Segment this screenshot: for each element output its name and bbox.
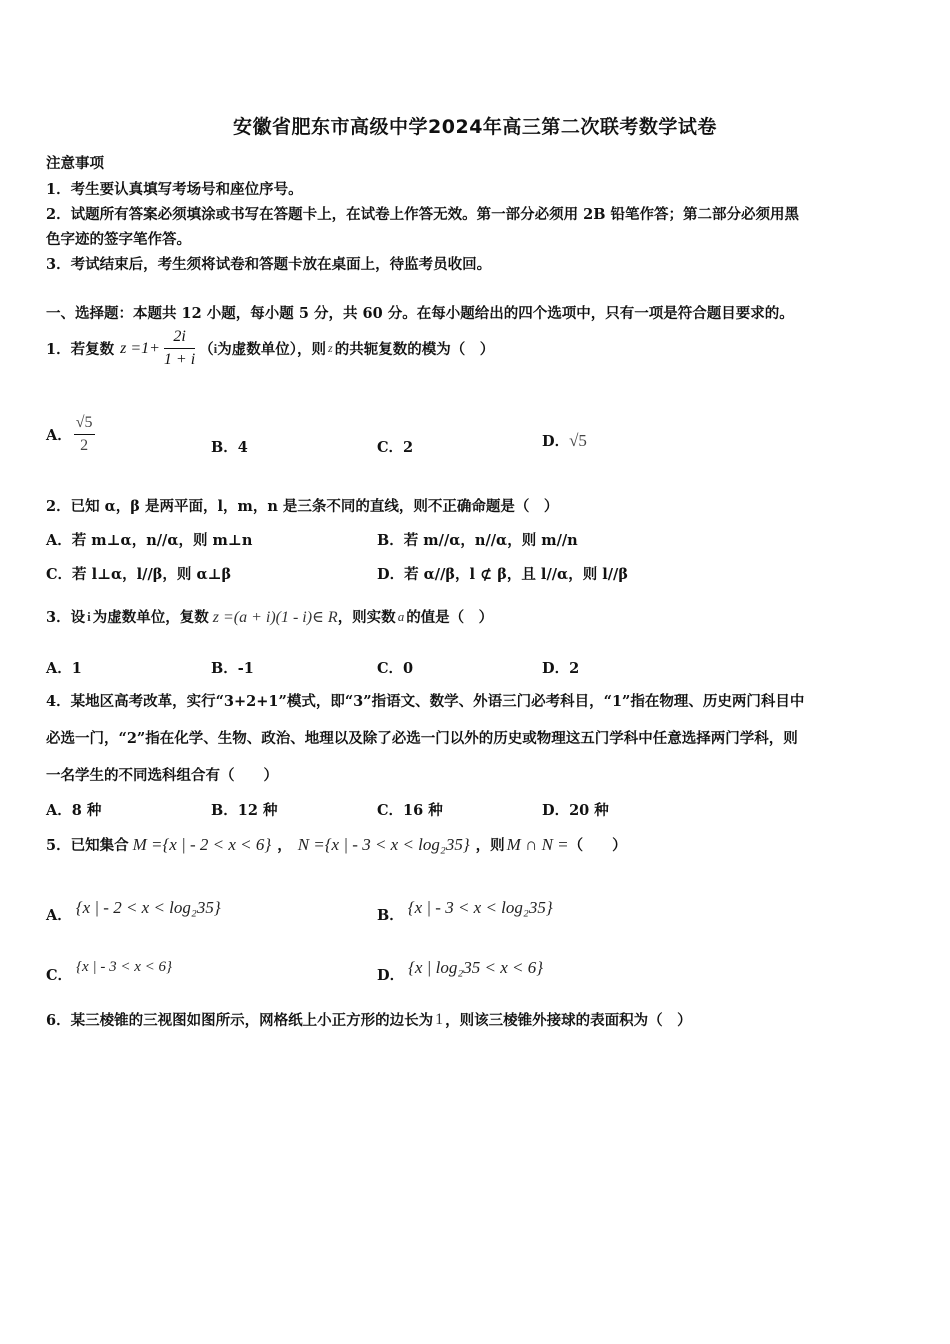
q5-intersection: M ∩ N = bbox=[506, 834, 569, 854]
q1-option-b-label: B． bbox=[211, 439, 238, 456]
q2-option-b[interactable]: B．若 m//α，n//α，则 m//n bbox=[377, 532, 578, 549]
question-6 bbox=[46, 1009, 692, 1030]
q3-option-b[interactable]: B．-1 bbox=[211, 660, 254, 677]
q1-fraction bbox=[164, 326, 195, 371]
question-2: 2．已知 α，β 是两平面，l，m，n 是三条不同的直线，则不正确命题是（ ） bbox=[46, 498, 559, 515]
q2-option-c[interactable]: C．若 l⊥α，l//β，则 α⊥β bbox=[46, 566, 232, 583]
q1-option-a-label: A． bbox=[46, 427, 72, 444]
q1-frac-den: 1 + i bbox=[163, 351, 196, 368]
q3-suffix: 的值是（ ） bbox=[406, 609, 494, 626]
question-4-line-1: 4．某地区高考改革，实行“3+2+1”模式，即“3”指语文、数学、外语三门必考科目，“1”指在物理、历史两门科目中 bbox=[46, 693, 805, 710]
q1-option-a[interactable] bbox=[46, 412, 95, 457]
q2-option-d[interactable]: D．若 α//β，l ⊄ β，且 l//α，则 l//β bbox=[377, 566, 628, 583]
q6-one: 1 bbox=[435, 1010, 444, 1028]
notice-item-2-cont: 色字迹的签字笔作答。 bbox=[46, 231, 191, 248]
q3-mid: 为虚数单位，复数 bbox=[92, 609, 209, 626]
q5-suffix: （ ） bbox=[568, 837, 627, 854]
q1-frac-num: 2i bbox=[164, 326, 195, 349]
notice-item-3: 3．考试结束后，考生须将试卷和答题卡放在桌面上，待监考员收回。 bbox=[46, 256, 492, 273]
q1-option-a-den: 2 bbox=[80, 437, 89, 454]
q5-option-a[interactable] bbox=[46, 890, 221, 925]
q5-prefix: 5．已知集合 bbox=[46, 837, 129, 854]
q1-prefix: 1．若复数 bbox=[46, 341, 115, 358]
q5-option-c-expr: {x | - 3 < x < 6} bbox=[76, 959, 172, 975]
q5-option-a-expr: {x | - 2 < x < log₂35} bbox=[75, 897, 221, 917]
q4-option-d[interactable]: D．20 种 bbox=[542, 802, 609, 819]
q1-z-eq: z =1+ bbox=[120, 339, 160, 357]
q3-option-a[interactable]: A．1 bbox=[46, 660, 82, 677]
q1-option-b[interactable] bbox=[211, 436, 248, 457]
q3-option-c[interactable]: C．0 bbox=[377, 660, 414, 677]
q5-set-m: M ={x | - 2 < x < 6} bbox=[132, 834, 272, 854]
q4-option-a[interactable]: A．8 种 bbox=[46, 802, 102, 819]
q1-option-b-text: 4 bbox=[237, 439, 248, 456]
q5-option-c-label: C． bbox=[46, 967, 73, 984]
q5-option-d[interactable] bbox=[377, 950, 543, 985]
notice-item-1: 1．考生要认真填写考场号和座位序号。 bbox=[46, 181, 303, 198]
q3-mid2: ，则实数 bbox=[337, 609, 396, 626]
q5-option-b[interactable] bbox=[377, 890, 553, 925]
page-title: 安徽省肥东市高级中学2024年高三第二次联考数学试卷 bbox=[233, 116, 717, 138]
q1-mid: （ bbox=[199, 341, 214, 358]
q1-option-d-label: D． bbox=[542, 433, 570, 450]
section-heading: 一、选择题：本题共 12 小题，每小题 5 分，共 60 分。在每小题给出的四个选项中，只有一项是符合题目要求的。 bbox=[46, 305, 794, 322]
q5-option-a-label: A． bbox=[46, 907, 72, 924]
q5-option-b-expr: {x | - 3 < x < log₂35} bbox=[407, 897, 553, 917]
q1-z-symbol: z bbox=[328, 341, 333, 355]
q4-option-b[interactable]: B．12 种 bbox=[211, 802, 278, 819]
q1-option-d[interactable] bbox=[542, 430, 587, 451]
question-5 bbox=[46, 834, 627, 855]
q1-option-d-text: √5 bbox=[569, 431, 587, 450]
q1-suffix: 的共轭复数的模为（ ） bbox=[334, 341, 495, 358]
q1-i-symbol: i bbox=[213, 340, 218, 356]
question-1 bbox=[46, 326, 494, 371]
question-3 bbox=[46, 606, 493, 627]
q1-option-c-text: 2 bbox=[403, 439, 414, 456]
q1-option-a-fraction bbox=[74, 412, 95, 457]
q3-expression: z =(a + i)(1 - i)∈ R bbox=[212, 608, 338, 626]
q5-separator: ， bbox=[277, 837, 292, 854]
q3-option-d[interactable]: D．2 bbox=[542, 660, 580, 677]
q4-option-c[interactable]: C．16 种 bbox=[377, 802, 443, 819]
q3-prefix: 3．设 bbox=[46, 609, 86, 626]
q1-option-c[interactable] bbox=[377, 436, 413, 457]
q2-option-a[interactable]: A．若 m⊥α，n//α，则 m⊥n bbox=[46, 532, 253, 549]
q1-option-c-label: C． bbox=[377, 439, 404, 456]
q1-mid2: 为虚数单位），则 bbox=[217, 341, 327, 358]
q5-mid: ，则 bbox=[475, 837, 505, 854]
q6-suffix: ，则该三棱锥外接球的表面积为（ ） bbox=[445, 1012, 692, 1029]
notice-item-2: 2．试题所有答案必须填涂或书写在答题卡上，在试卷上作答无效。第一部分必须用 2B 铅笔作答；第二部分必须用黑 bbox=[46, 206, 800, 223]
q1-option-a-num: √5 bbox=[74, 412, 95, 435]
q6-prefix: 6．某三棱锥的三视图如图所示，网格纸上小正方形的边长为 bbox=[46, 1012, 434, 1029]
question-4-line-2: 必选一门，“2”指在化学、生物、政治、地理以及除了必选一门以外的历史或物理这五门学科中任意选择两门学科，则 bbox=[46, 730, 798, 747]
q5-option-d-label: D． bbox=[377, 967, 405, 984]
q5-option-c[interactable] bbox=[46, 950, 172, 985]
q5-option-b-label: B． bbox=[377, 907, 404, 924]
q3-i-symbol: i bbox=[87, 608, 91, 624]
notice-heading: 注意事项 bbox=[46, 155, 104, 172]
q5-set-n: N ={x | - 3 < x < log₂35} bbox=[297, 834, 470, 854]
q3-a-symbol: a bbox=[397, 608, 405, 624]
question-4-line-3: 一名学生的不同选科组合有（ ） bbox=[46, 767, 278, 784]
q5-option-d-expr: {x | log₂35 < x < 6} bbox=[408, 957, 544, 977]
